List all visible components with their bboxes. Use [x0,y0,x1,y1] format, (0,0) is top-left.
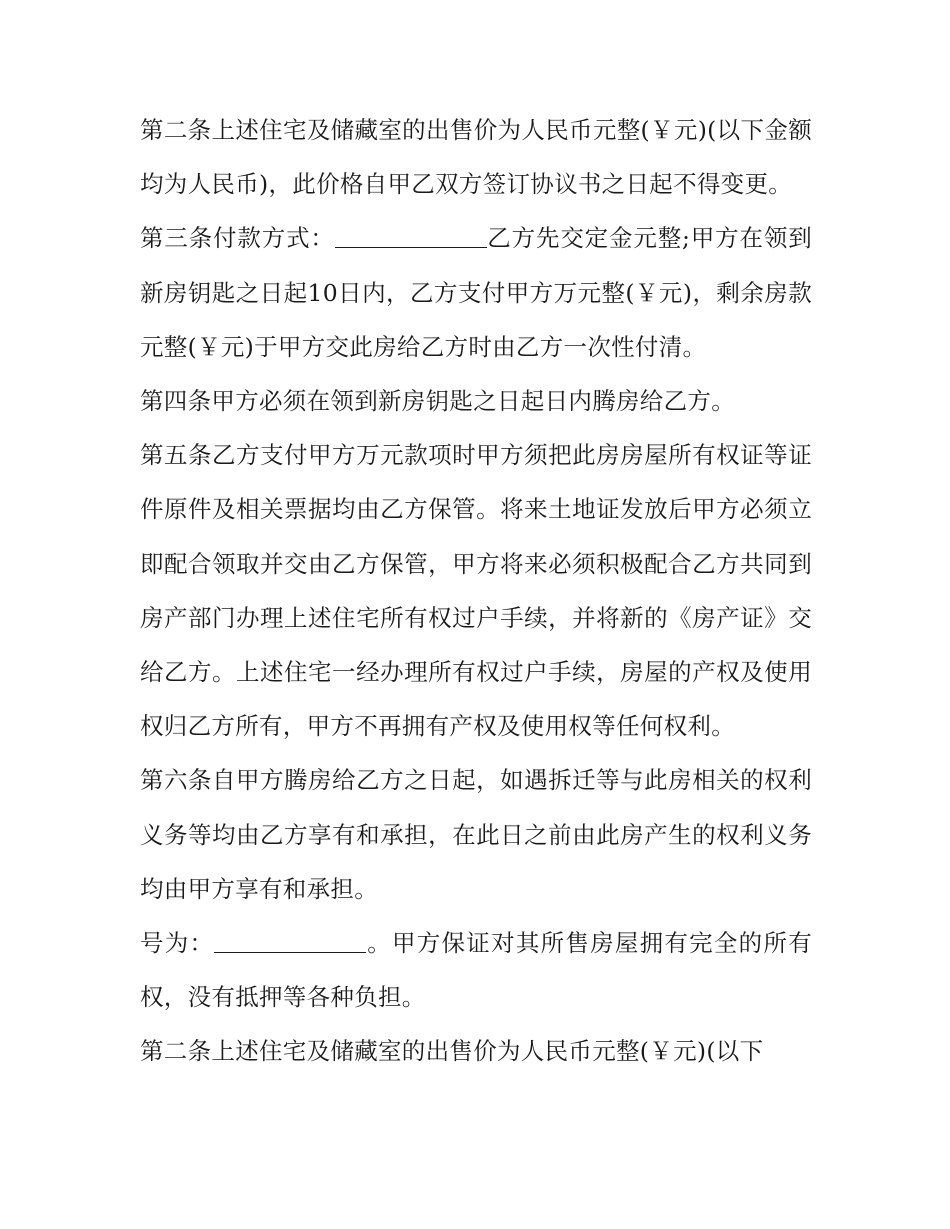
clause-2-price-text: 第二条上述住宅及储藏室的出售价为人民币元整(￥元)(以下金额均为人民币)，此价格自甲乙双方签订协议书之日起不得变更。 [140,116,812,199]
clause-2-price [140,103,812,211]
document-body [140,103,812,1079]
clause-6-rights [140,753,812,916]
clause-2-price-repeat-text: 第二条上述住宅及储藏室的出售价为人民币元整(￥元)(以下 [140,1037,764,1066]
clause-2-price-repeat [140,1024,812,1078]
certificate-number-label: 号为： [140,929,215,958]
payment-method-blank [335,224,487,249]
clause-4-vacate-text: 第四条甲方必须在领到新房钥匙之日起日内腾房给乙方。 [140,387,735,416]
certificate-number-blank [214,929,366,954]
clause-6-rights-text: 第六条自甲方腾房给乙方之日起，如遇拆迁等与此房相关的权利义务等均由乙方享有和承担，在此日之前由此房产生的权利义务均由甲方享有和承担。 [140,766,812,903]
clause-3-payment-label: 第三条付款方式： [140,224,335,253]
certificate-number-text: 。甲方保证对其所售房屋拥有完全的所有权，没有抵押等各种负担。 [140,929,812,1012]
clause-5-ownership-text: 第五条乙方支付甲方万元款项时甲方须把此房房屋所有权证等证件原件及相关票据均由乙方保管。将来土地证发放后甲方必须立即配合领取并交由乙方保管，甲方将来必须积极配合乙方共同到房产部门办理上述住宅所有权过户手续，并将新的《房产证》交给乙方。上述住宅一经办理所有权过户手续，房屋的产权及使用权归乙方所有，甲方不再拥有产权及使用权等任何权利。 [140,441,812,741]
clause-3-payment [140,211,812,374]
clause-4-vacate [140,374,812,428]
certificate-number [140,916,812,1024]
clause-3-payment-text: 乙方先交定金元整;甲方在领到新房钥匙之日起10日内，乙方支付甲方万元整(￥元)，剩余房款元整(￥元)于甲方交此房给乙方时由乙方一次性付清。 [140,224,812,361]
clause-5-ownership [140,428,812,753]
